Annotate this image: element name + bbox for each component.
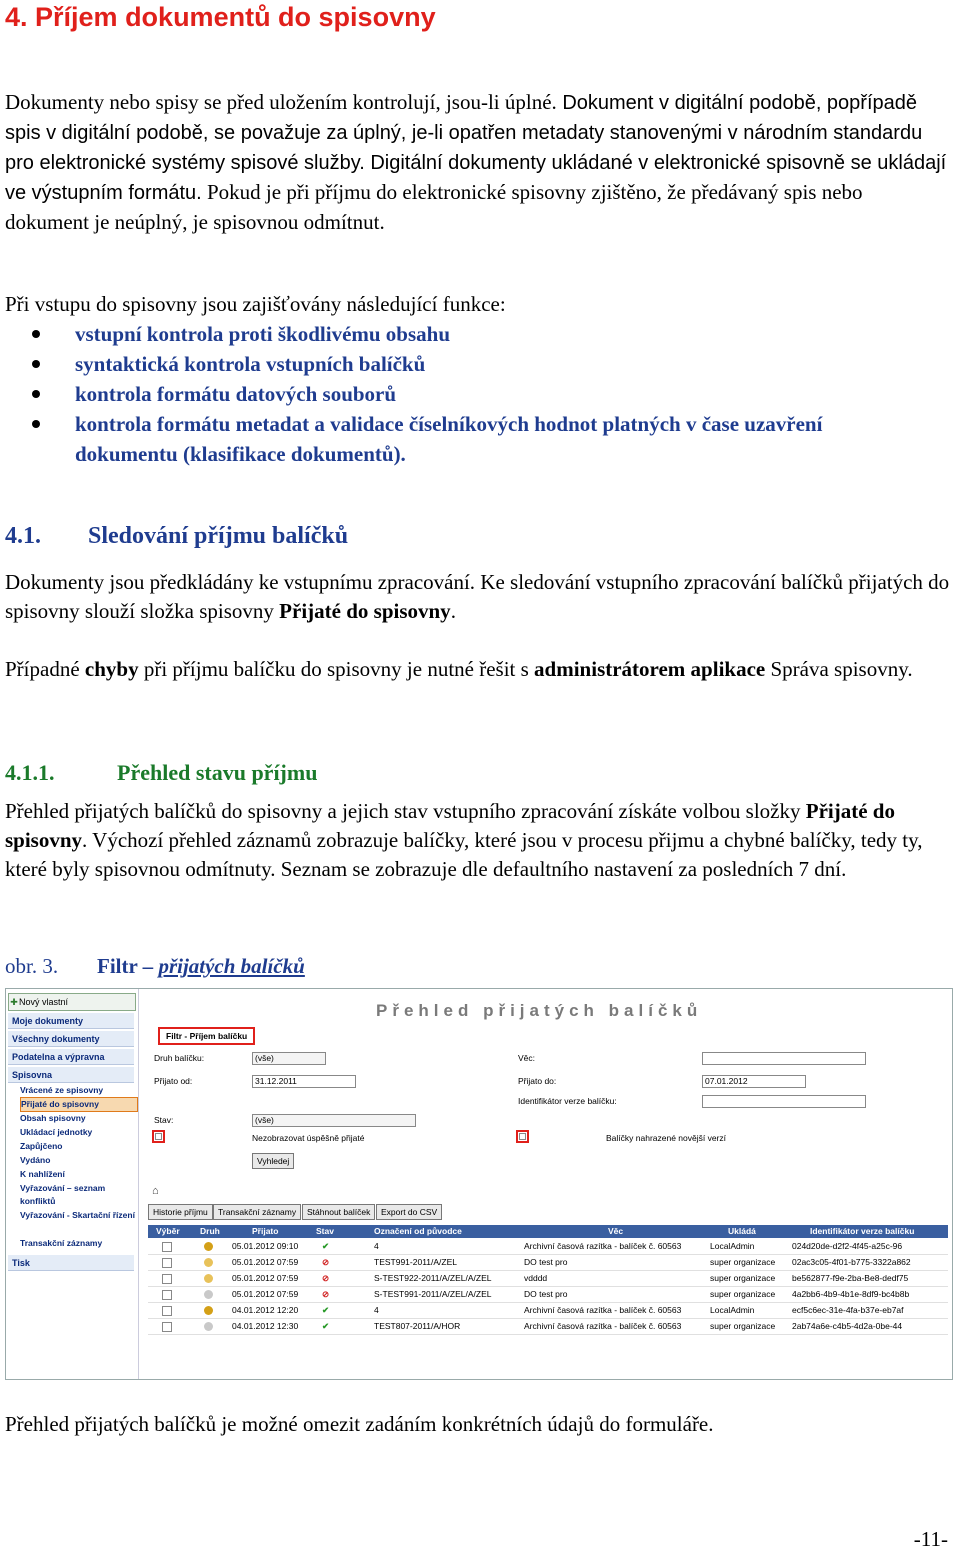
error-icon: ⊘ <box>322 1257 330 1267</box>
checkbox-box <box>519 1133 526 1140</box>
row-checkbox[interactable] <box>162 1322 172 1332</box>
bullet-icon <box>32 360 40 368</box>
sidebar-sub-content[interactable]: Obsah spisovny <box>20 1113 86 1123</box>
list-item <box>0 379 930 409</box>
paragraph-tracking <box>5 568 950 626</box>
bullet-icon <box>32 330 40 338</box>
table-row[interactable] <box>148 1255 948 1271</box>
label-received-from: Přijato od: <box>154 1076 193 1086</box>
cell-received: 05.01.2012 07:59 <box>232 1289 299 1299</box>
state-select[interactable]: (vše) <box>252 1114 416 1127</box>
table-row[interactable] <box>148 1239 948 1255</box>
column-header[interactable]: Věc <box>608 1226 624 1236</box>
label-version-id: Identifikátor verze balíčku: <box>518 1096 617 1106</box>
chapter-heading: 4. Příjem dokumentů do spisovny <box>5 2 436 32</box>
tracking-text: Dokumenty jsou předkládány ke vstupnímu zpracování. Ke sledování vstupního zpracování balíčků přijatých do spisovny slouží složka spisovny <box>5 570 950 623</box>
section-number: 4.1. <box>5 523 41 549</box>
package-type-select[interactable]: (vše) <box>252 1052 326 1065</box>
cell-received: 04.01.2012 12:30 <box>232 1321 299 1331</box>
sidebar-sub-returned[interactable]: Vrácené ze spisovny <box>20 1085 104 1095</box>
table-row[interactable] <box>148 1319 948 1335</box>
paragraph-overview <box>5 797 950 884</box>
cell-origin-id: TEST807-2011/A/HOR <box>374 1321 461 1331</box>
transactions-button[interactable]: Transakční záznamy <box>213 1204 301 1220</box>
sidebar-sub-lent[interactable]: Zapůjčeno <box>20 1141 63 1151</box>
errors-text-b: při příjmu balíčku do spisovny je nutné řešit s <box>138 657 535 681</box>
check-icon: ✔ <box>322 1241 330 1251</box>
plus-icon: ✚ <box>10 997 18 1007</box>
search-button[interactable]: Vyhledej <box>252 1153 294 1169</box>
table-header <box>148 1225 948 1238</box>
sidebar-item-print[interactable]: Tisk <box>8 1255 134 1271</box>
cell-subject: Archivní časová razítka - balíček č. 60563 <box>524 1241 682 1251</box>
page-number: -11- <box>913 1527 948 1551</box>
folder-name: Přijaté do spisovny <box>5 799 895 852</box>
paragraph-errors <box>5 655 950 684</box>
cell-subject: DO test pro <box>524 1257 568 1267</box>
cell-origin-id: S-TEST991-2011/A/ZEL/A/ZEL <box>374 1289 492 1299</box>
subject-input[interactable] <box>702 1052 866 1065</box>
overview-text-b: . Výchozí přehled záznamů zobrazuje balíčky, které jsou v procesu přijmu a chybné balíčky, tedy ty, které byly spisovnou odmítnuty. Seznam se zobrazuje dle defaultního nastavení za posledních 7 dní. <box>5 828 923 881</box>
version-id-input[interactable] <box>702 1095 866 1108</box>
column-header[interactable]: Druh <box>200 1226 220 1236</box>
cell-received: 05.01.2012 07:59 <box>232 1273 299 1283</box>
history-button[interactable]: Historie příjmu <box>148 1204 213 1220</box>
admin-bold: administrátorem aplikace <box>534 657 766 681</box>
cell-subject: vdddd <box>524 1273 548 1283</box>
row-checkbox[interactable] <box>162 1258 172 1268</box>
cell-subject: Archivní časová razítka - balíček č. 60563 <box>524 1305 682 1315</box>
cell-stored-by: super organizace <box>710 1257 776 1267</box>
checkbox-box <box>155 1133 162 1140</box>
sidebar-sub-units[interactable]: Ukládací jednotky <box>20 1127 93 1137</box>
bullet-icon <box>32 390 40 398</box>
column-header[interactable]: Přijato <box>252 1226 279 1236</box>
new-own-button[interactable] <box>8 993 136 1011</box>
label-state: Stav: <box>154 1115 174 1125</box>
check-icon: ✔ <box>322 1305 330 1315</box>
cell-origin-id: TEST991-2011/A/ZEL <box>374 1257 457 1267</box>
check-icon: ✔ <box>322 1321 330 1331</box>
sidebar-item-archive[interactable]: Spisovna <box>8 1067 134 1083</box>
list-item-text: kontrola formátu datových souborů <box>75 382 397 406</box>
replaced-versions-label: Balíčky nahrazené novější verzí <box>606 1133 727 1143</box>
paragraph-filter-note: Přehled přijatých balíčků je možné omezit zadáním konkrétních údajů do formuláře. <box>5 1412 714 1436</box>
column-header[interactable]: Výběr <box>156 1226 180 1236</box>
cell-received: 04.01.2012 12:20 <box>232 1305 299 1315</box>
sidebar-item-all-docs[interactable]: Všechny dokumenty <box>8 1031 134 1047</box>
column-header[interactable]: Označení od původce <box>374 1226 462 1236</box>
cell-origin-id: 4 <box>374 1305 379 1315</box>
sidebar-sub-shredding[interactable]: Vyřazování - Skartační řízení <box>20 1210 135 1220</box>
table-row[interactable] <box>148 1287 948 1303</box>
subsection-title: Přehled stavu příjmu <box>117 760 318 785</box>
functions-intro: Při vstupu do spisovny jsou zajišťovány následující funkce: <box>5 292 506 316</box>
screen-title: Přehled přijatých balíčků <box>376 1001 703 1020</box>
cell-version-id: 4a2bb6-4b9-4b1e-8df9-bc4b8b <box>792 1289 910 1299</box>
home-icon[interactable]: ⌂ <box>152 1185 159 1197</box>
list-item <box>0 409 930 469</box>
cell-version-id: 2ab74a6e-c4b5-4d2a-0be-44 <box>792 1321 903 1331</box>
error-icon: ⊘ <box>322 1289 330 1299</box>
label-subject: Věc: <box>518 1053 536 1063</box>
replaced-versions-checkbox[interactable] <box>516 1130 529 1143</box>
label-received-to: Přijato do: <box>518 1076 557 1086</box>
row-checkbox[interactable] <box>162 1274 172 1284</box>
list-item-text: kontrola formátu metadat a validace číselníkových hodnot platných v čase uzavření dokumentu (klasifikace dokumentů). <box>75 412 823 466</box>
sidebar-sub-conflicts[interactable]: Vyřazování – seznam konfliktů <box>20 1183 106 1206</box>
row-checkbox[interactable] <box>162 1290 172 1300</box>
list-item-text: syntaktická kontrola vstupních balíčků <box>75 352 426 376</box>
label-package-type: Druh balíčku: <box>154 1053 205 1063</box>
sidebar-sub-issued[interactable]: Vydáno <box>20 1155 51 1165</box>
intro-sans: Dokument v digitální podobě, popřípadě spis v digitální podobě, se považuje za úplný, je-li opatřen metadaty stanovenými v národním standardu pro elektronické systémy spisové služby. Digitální dokumenty ukládané v elektronické spisovně se ukládají ve výstupním formátu. <box>5 92 947 204</box>
sidebar-item-registry[interactable]: Podatelna a výpravna <box>8 1049 134 1065</box>
screenshot-filter <box>5 988 953 1380</box>
tracking-end: . <box>450 599 456 623</box>
errors-text-a: Případné <box>5 657 85 681</box>
cell-subject: Archivní časová razítka - balíček č. 60563 <box>524 1321 682 1331</box>
cell-received: 05.01.2012 07:59 <box>232 1257 299 1267</box>
cell-subject: DO test pro <box>524 1289 568 1299</box>
new-own-label: Nový vlastní <box>19 997 69 1007</box>
sidebar-sub-received[interactable]: Přijaté do spisovny <box>20 1097 138 1112</box>
filter-tab[interactable]: Filtr - Příjem balíčku <box>158 1027 255 1045</box>
hide-successful-label: Nezobrazovat úspěšně přijaté <box>252 1133 365 1143</box>
list-item-text: vstupní kontrola proti škodlivému obsahu <box>75 322 451 346</box>
column-header[interactable]: Stav <box>316 1226 334 1236</box>
figure-number: obr. 3. <box>5 954 59 978</box>
cell-origin-id: S-TEST922-2011/A/ZEL/A/ZEL <box>374 1273 492 1283</box>
hide-successful-checkbox[interactable] <box>152 1130 165 1143</box>
error-icon: ⊘ <box>322 1273 330 1283</box>
list-item <box>0 349 930 379</box>
caption-a: Filtr – <box>97 954 159 978</box>
errors-text-c: Správa spisovny. <box>765 657 913 681</box>
bullet-icon <box>32 420 40 428</box>
download-button[interactable]: Stáhnout balíček <box>302 1204 375 1220</box>
cell-stored-by: super organizace <box>710 1321 776 1331</box>
cell-origin-id: 4 <box>374 1241 379 1251</box>
cell-version-id: ecf5c6ec-31e-4fa-b37e-eb7af <box>792 1305 904 1315</box>
received-to-input[interactable]: 07.01.2012 <box>702 1075 806 1088</box>
cell-received: 05.01.2012 09:10 <box>232 1241 299 1251</box>
row-checkbox[interactable] <box>162 1306 172 1316</box>
cell-version-id: 024d20de-d2f2-4f45-a25c-96 <box>792 1241 903 1251</box>
sidebar-sub-transactions[interactable]: Transakční záznamy <box>20 1238 103 1248</box>
figure-caption <box>97 954 305 979</box>
cell-version-id: be562877-f9e-2ba-Be8-dedf75 <box>792 1273 909 1283</box>
received-from-input[interactable]: 31.12.2011 <box>252 1075 356 1088</box>
export-csv-button[interactable]: Export do CSV <box>376 1204 442 1220</box>
sidebar-sub-viewing[interactable]: K nahlížení <box>20 1169 65 1179</box>
sidebar-item-my-docs[interactable]: Moje dokumenty <box>8 1013 134 1029</box>
row-checkbox[interactable] <box>162 1242 172 1252</box>
errors-bold: chyby <box>84 657 139 681</box>
cell-version-id: 02ac3c05-4f01-b775-3322a862 <box>792 1257 911 1267</box>
functions-list <box>0 319 930 469</box>
overview-text-a: Přehled přijatých balíčků do spisovny a jejich stav vstupního zpracování získáte volbou složky <box>5 799 806 823</box>
list-item <box>0 319 930 349</box>
sidebar <box>6 989 139 1379</box>
table-row[interactable] <box>148 1303 948 1319</box>
column-header[interactable]: Ukládá <box>728 1226 756 1236</box>
column-header[interactable]: Identifikátor verze balíčku <box>810 1226 915 1236</box>
intro-serif-a: Dokumenty nebo spisy se před uložením kontrolují, jsou-li úplné. <box>5 90 557 114</box>
section-title: Sledování příjmu balíčků <box>88 523 349 549</box>
cell-stored-by: super organizace <box>710 1289 776 1299</box>
cell-stored-by: super organizace <box>710 1273 776 1283</box>
table-row[interactable] <box>148 1271 948 1287</box>
cell-stored-by: LocalAdmin <box>710 1241 755 1251</box>
folder-name: Přijaté do spisovny <box>279 599 451 623</box>
intro-serif-b: Pokud je při příjmu do elektronické spisovny zjištěno, že předávaný spis nebo dokument je neúplný, je spisovnou odmítnut. <box>5 180 863 234</box>
cell-stored-by: LocalAdmin <box>710 1305 755 1315</box>
subsection-number: 4.1.1. <box>5 760 55 785</box>
paragraph-intro <box>5 88 950 237</box>
caption-b: přijatých balíčků <box>158 954 305 978</box>
